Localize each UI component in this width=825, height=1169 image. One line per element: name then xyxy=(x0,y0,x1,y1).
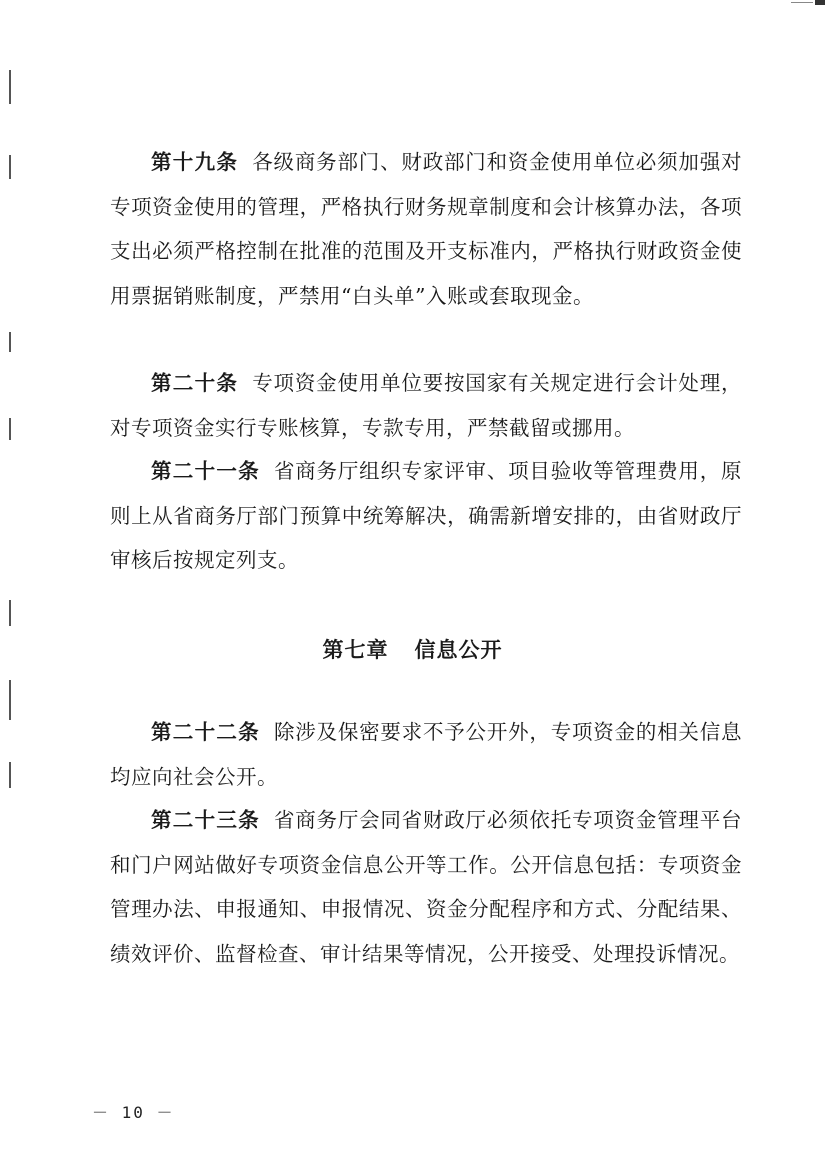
chapter-number: 第七章 xyxy=(322,638,389,662)
scan-edge-mark xyxy=(9,680,11,720)
scan-edge-mark xyxy=(9,600,11,626)
chapter-heading xyxy=(0,634,825,664)
chapter-title: 信息公开 xyxy=(414,638,503,662)
article-paragraph xyxy=(110,798,742,976)
article-label: 第二十三条 xyxy=(151,808,260,832)
scan-corner-mark xyxy=(791,0,825,5)
article-paragraph xyxy=(110,449,742,583)
article-text: 专项资金使用单位要按国家有关规定进行会计处理，对专项资金实行专账核算，专款专用，严禁截留或挪用。 xyxy=(110,371,743,440)
article-paragraph xyxy=(110,710,742,799)
article-label: 第二十一条 xyxy=(151,459,260,483)
article-label: 第二十二条 xyxy=(151,720,260,744)
scan-edge-mark xyxy=(9,155,11,179)
scan-edge-mark xyxy=(9,70,11,104)
scan-edge-mark xyxy=(9,418,11,440)
article-text: 省商务厅组织专家评审、项目验收等管理费用，原则上从省商务厅部门预算中统筹解决，确需新增安排的，由省财政厅审核后按规定列支。 xyxy=(110,459,743,572)
article-label: 第二十条 xyxy=(151,371,239,395)
page-number: － 10 － xyxy=(92,1103,175,1122)
article-paragraph xyxy=(110,140,742,318)
article-paragraph xyxy=(110,361,742,450)
scan-edge-mark xyxy=(9,762,11,788)
article-label: 第十九条 xyxy=(151,150,239,174)
article-text: 除涉及保密要求不予公开外，专项资金的相关信息均应向社会公开。 xyxy=(110,720,743,789)
article-text: 省商务厅会同省财政厅必须依托专项资金管理平台和门户网站做好专项资金信息公开等工作。公开信息包括：专项资金管理办法、申报通知、申报情况、资金分配程序和方式、分配结果、绩效评价、监督检查、审计结果等情况，公开接受、处理投诉情况。 xyxy=(110,808,743,966)
article-text: 各级商务部门、财政部门和资金使用单位必须加强对专项资金使用的管理，严格执行财务规章制度和会计核算办法，各项支出必须严格控制在批准的范围及开支标准内，严格执行财政资金使用票据销账制度，严禁用“白头单”入账或套取现金。 xyxy=(110,150,743,308)
scan-edge-mark xyxy=(9,332,11,352)
